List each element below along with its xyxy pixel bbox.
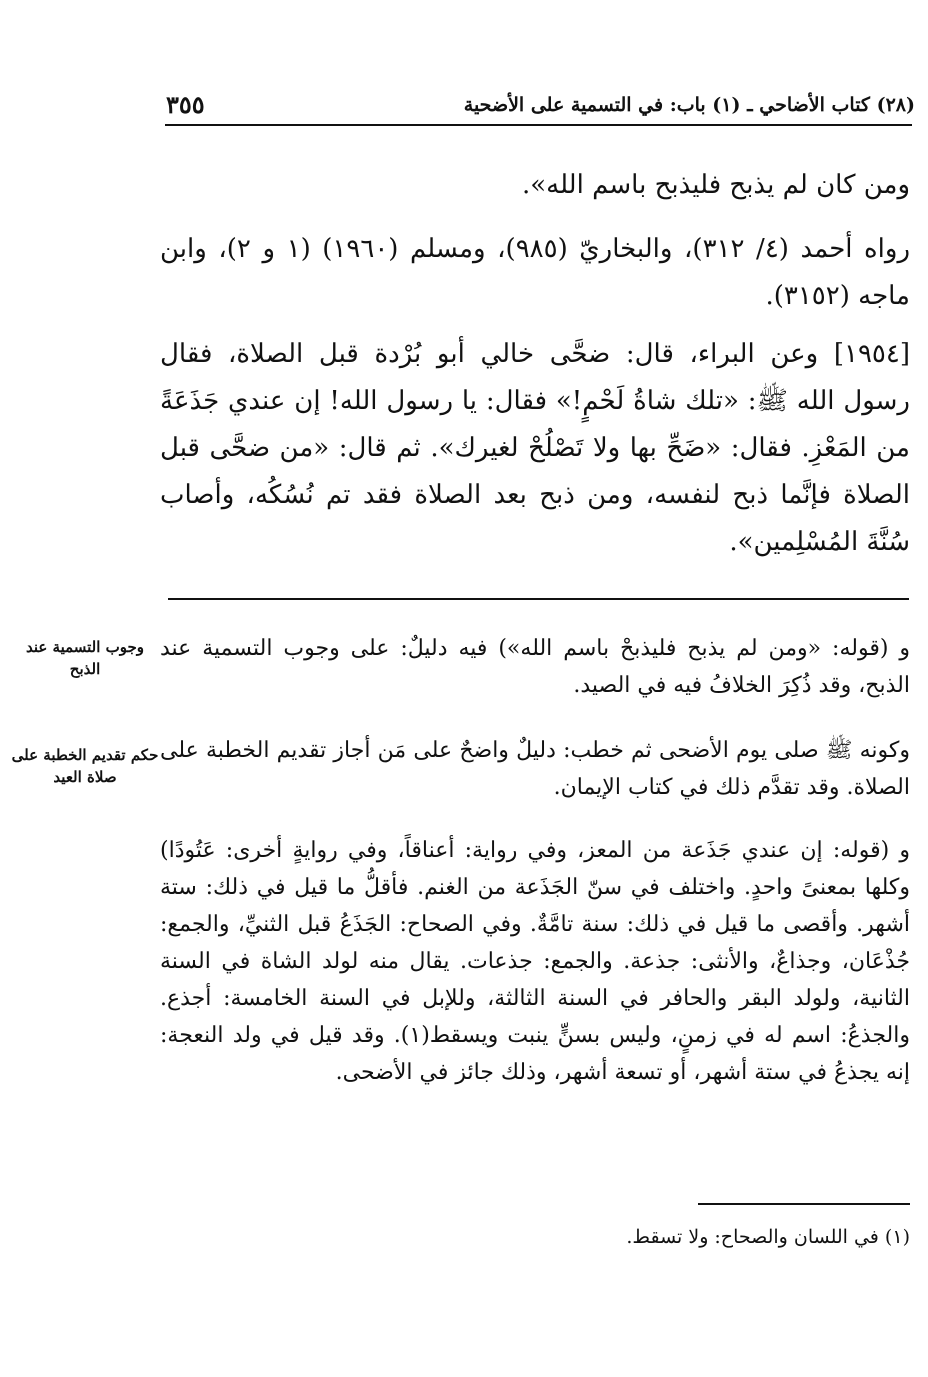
commentary-paragraph — [160, 732, 910, 806]
commentary-text: وكونه ﷺ صلى يوم الأضحى ثم خطب: دليلٌ واضحٌ على مَن أجاز تقديم الخطبة على الصلاة. وقد تقدَّم ذلك في كتاب الإيمان. — [160, 738, 910, 800]
footnote-divider — [698, 1203, 910, 1205]
header-divider — [165, 124, 912, 126]
page-header — [160, 90, 915, 126]
hadith-line: ومن كان لم يذبح فليذبح باسم الله». — [521, 170, 910, 200]
footnote: (١) في اللسان والصحاح: ولا تسقط. — [626, 1226, 910, 1248]
page-number: ٣٥٥ — [166, 90, 205, 119]
margin-heading: وجوب التسمية عند الذبح — [25, 638, 145, 678]
commentary-paragraph — [160, 832, 910, 1091]
hadith-text: [١٩٥٤] وعن البراء، قال: ضحَّى خالي أبو بُرْدة قبل الصلاة، فقال رسول الله ﷺ: «تلك شاةُ لَحْمٍ!» فقال: يا رسول الله! إن عندي جَذَعَةً من المَعْزِ. فقال: «ضَحِّ بها ولا تَصْلُحْ لغيرك». ثم قال: «من ضحَّى قبل الصلاة فإنَّما ذبح لنفسه، ومن ذبح بعد الصلاة فقد تم نُسُكُه، وأصاب سُنَّةَ المُسْلِمين». — [160, 339, 910, 557]
hadith-continuation — [160, 162, 910, 209]
commentary-paragraph — [160, 630, 910, 704]
hadith-reference — [160, 226, 910, 320]
commentary-divider — [168, 598, 909, 600]
commentary-text: و (قوله: «ومن لم يذبح فليذبحْ باسم الله») فيه دليلٌ: على وجوب التسمية عند الذبح، وقد ذُكِرَ الخلافُ فيه في الصيد. — [160, 636, 910, 698]
hadith-1954 — [160, 331, 910, 566]
margin-heading: حكم تقديم الخطبة على صلاة العيد — [11, 746, 159, 786]
commentary-text: و (قوله: إن عندي جَذَعة من المعز، وفي رواية: أعناقاً، وفي روايةٍ أخرى: عَتُودًا) وكلها بمعنىً واحدٍ. واختلف في سنّ الجَذَعة من الغنم. فأقلُّ ما قيل في ذلك: ستة أشهر. وأقصى ما قيل في ذلك: سنة تامَّةٌ. وفي الصحاح: الجَذَعُ قبل الثنيِّ، والجمع: جُذْعَان، وجذاعٌ، والأنثى: جذعة. والجمع: جذعات. يقال منه لولد الشاة في السنة الثانية، ولولد البقر والحافر في السنة الثالثة، وللإبل في السنة الخامسة: أجذع. والجذعُ: اسم له في زمنٍ، وليس بسنٍّ ينبت ويسقط(١). وقد قيل في ولد النعجة: إنه يجذعُ في ستة أشهر، أو تسعة أشهر، وذلك جائز في الأضحى. — [160, 838, 910, 1085]
reference-text: رواه أحمد (٤/ ٣١٢)، والبخاريّ (٩٨٥)، ومسلم (١٩٦٠) (١ و ٢)، وابن ماجه (٣١٥٢). — [160, 234, 911, 311]
running-title: (٢٨) كتاب الأضاحي ـ (١) باب: في التسمية على الأضحية — [463, 94, 915, 116]
